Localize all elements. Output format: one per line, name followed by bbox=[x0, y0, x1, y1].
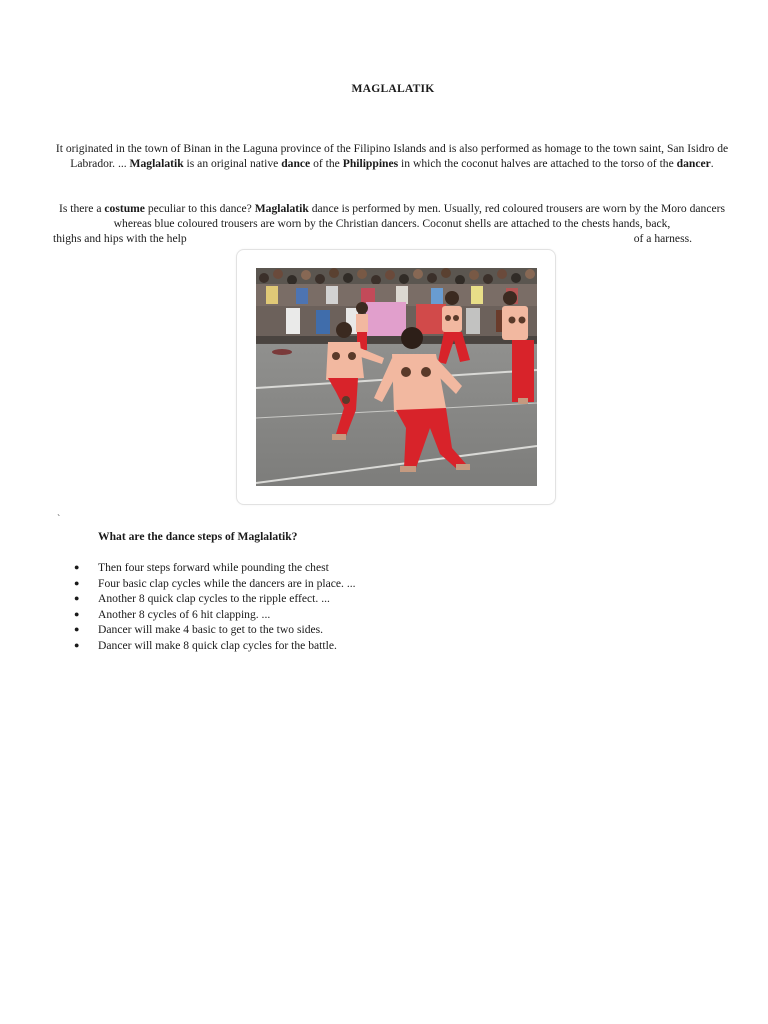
image-frame bbox=[236, 249, 556, 505]
bold-term: Philippines bbox=[342, 157, 399, 170]
steps-heading: What are the dance steps of Maglalatik? bbox=[98, 530, 298, 543]
dancers-photo bbox=[256, 268, 537, 486]
list-item bbox=[0, 638, 356, 654]
text-left: thighs and hips with the help bbox=[53, 232, 187, 245]
costume-paragraph bbox=[52, 201, 732, 246]
step-text: Dancer will make 4 basic to get to the two sides. bbox=[98, 623, 324, 637]
step-text: Then four steps forward while pounding the chest bbox=[98, 561, 329, 574]
dancers-photo-illustration bbox=[256, 268, 537, 486]
intro-paragraph bbox=[52, 141, 732, 171]
bullet-icon: ● bbox=[74, 593, 80, 604]
text: peculiar to this dance? bbox=[144, 202, 255, 215]
text-right: of a harness. bbox=[633, 232, 692, 245]
bullet-icon: ● bbox=[74, 577, 80, 588]
text: in which the coconut halves are attached to the torso of the bbox=[398, 157, 677, 170]
text: . bbox=[710, 157, 714, 170]
text: It originated in the town of Binan in the Laguna province of the Filipino Islands and is also performed as homage to the town saint, San Isidro de Labrador. ... bbox=[55, 142, 729, 170]
list-item bbox=[0, 607, 356, 623]
text: Is there a bbox=[58, 202, 105, 215]
bold-term: dance bbox=[281, 157, 311, 170]
page-title: MAGLALATIK bbox=[351, 82, 435, 95]
list-item bbox=[0, 591, 356, 607]
costume-paragraph-last-line bbox=[52, 231, 732, 246]
bold-term: costume bbox=[104, 202, 145, 215]
step-text: Another 8 cycles of 6 hit clapping. ... bbox=[98, 607, 271, 621]
bullet-icon: ● bbox=[74, 624, 80, 635]
step-text: Another 8 quick clap cycles to the ripple effect. ... bbox=[98, 592, 330, 606]
text: is an original native bbox=[183, 157, 282, 170]
list-item bbox=[0, 576, 356, 592]
steps-list bbox=[0, 560, 356, 654]
bold-term: Maglalatik bbox=[254, 202, 309, 215]
step-text: Four basic clap cycles while the dancers are in place. ... bbox=[98, 576, 356, 590]
bold-term: dancer bbox=[676, 157, 711, 170]
text: of the bbox=[310, 157, 343, 170]
step-text: Dancer will make 8 quick clap cycles for the battle. bbox=[98, 638, 337, 652]
costume-paragraph-body bbox=[52, 201, 732, 231]
stray-mark: ` bbox=[57, 514, 61, 525]
bullet-icon: ● bbox=[74, 608, 80, 619]
bullet-icon: ● bbox=[74, 562, 80, 572]
list-item bbox=[0, 622, 356, 638]
text: dance is performed by men. Usually, red coloured trousers are worn by the Moro dancers whereas blue coloured trousers are worn by the Christian dancers. Coconut shells are attached to the chests hands, back, bbox=[113, 202, 726, 230]
bullet-icon: ● bbox=[74, 639, 80, 650]
list-item bbox=[0, 560, 356, 576]
bold-term: Maglalatik bbox=[129, 157, 184, 170]
